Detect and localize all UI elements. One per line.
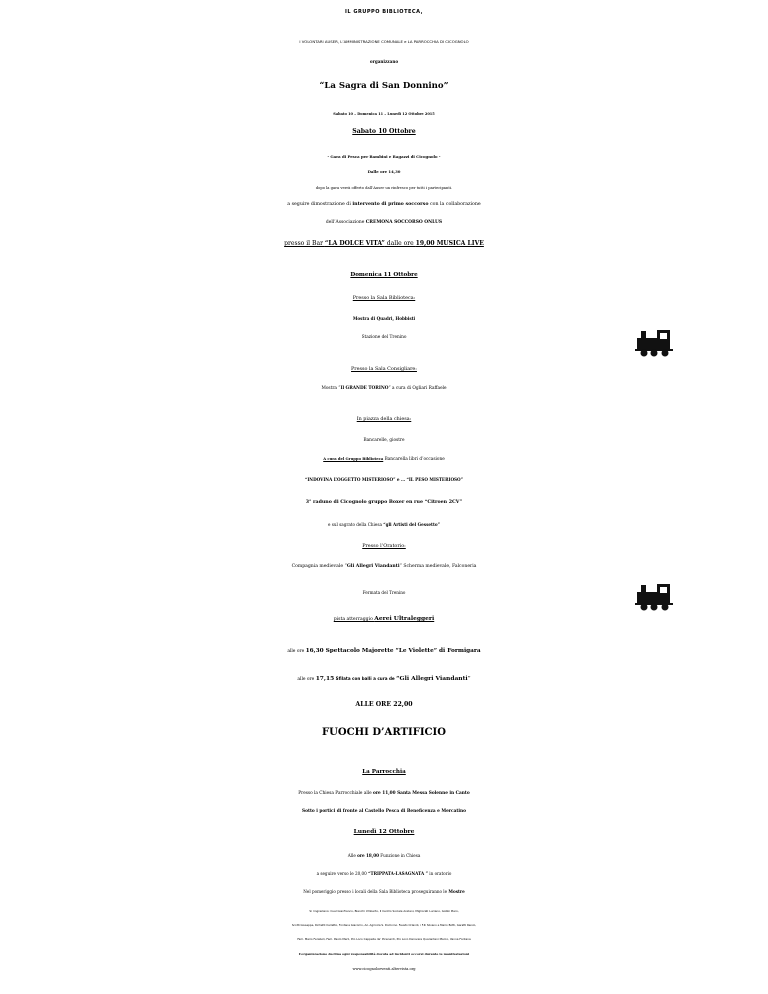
oratory-heading: Presso l’Oratorio:	[362, 543, 406, 549]
fishing-contest: - Gara di Pesca per Bambini e Ragazzi di Cicognolo -	[327, 154, 441, 159]
charity-fishing: Sotto i portici di fronte al Castello Pesca di Beneficenza e Mercatino	[302, 809, 466, 814]
company-bold: Gli Allegri Viandanti	[346, 564, 400, 569]
saturday-heading: Sabato 10 Ottobre	[352, 128, 416, 135]
chalk-bold: “gli Artisti del Gessetto”	[383, 522, 440, 527]
dinner-bold: “TRIPPATA-LASAGNATA ”	[368, 871, 428, 876]
thanks-line-3: Fam. Mario Feraboli, Fam. Paolo Merli, Pro Loco Cappella de’ Picenardi, Pro Loco Derovere Quarantani Marco, Vanna Fontana	[297, 937, 471, 941]
council-pre: Mostra “	[321, 386, 341, 391]
function-pre: Alle	[347, 853, 358, 858]
bar-pre: presso il Bar	[284, 240, 325, 247]
function-bold: ore 18,00	[357, 853, 379, 858]
afternoon-bold: Mostre	[448, 889, 465, 894]
mass-line	[0, 792, 768, 796]
council-heading: Presso la Sala Consigliare:	[351, 366, 417, 372]
dinner-post: in oratorio	[427, 871, 452, 876]
company-post: ” Scherma medievale, Falconeria	[399, 564, 477, 569]
bar-name: “LA DOLCE VITA”	[324, 240, 385, 247]
council-post: ” a cura di Ogliari Raffaele	[388, 386, 447, 391]
council-bold: Il GRANDE TORINO	[340, 386, 389, 391]
mass-pre: Presso la Chiesa Parrocchiale alle	[298, 791, 373, 796]
airstrip-line	[0, 616, 768, 623]
association-name: CREMONA SOCCORSO ONLUS	[365, 220, 443, 225]
majorette-pre: alle ore	[287, 649, 306, 654]
chalk-pre: e sul sagrato della Chiesa	[328, 522, 384, 527]
dinner-line	[0, 872, 768, 876]
church-function	[0, 854, 768, 858]
first-aid-line	[0, 203, 768, 208]
first-aid-bold: intervento di primo soccorso	[352, 202, 429, 207]
train-station: Stazione del Trenino	[361, 335, 407, 340]
majorette-bold: 16,30 Spettacolo Majorette “Le Violette” di Formigara	[305, 648, 481, 654]
chalk-artists	[0, 523, 768, 527]
train-icon	[635, 581, 675, 611]
first-aid-pre: a seguire dimostrazione di	[287, 202, 353, 207]
square-heading: In piazza della chiesa:	[356, 416, 412, 422]
citroen-rally: 3° raduno di Cicognolo gruppo Boxer en rue “Citroen 2CV”	[305, 500, 463, 505]
afternoon-exhibits	[0, 890, 768, 894]
majorette-line	[0, 649, 768, 655]
bar-mid: dalle ore	[384, 240, 416, 247]
parade-bold: “Gli Allegri Viandanti	[396, 675, 468, 682]
first-aid-post: con la collaborazione	[428, 202, 481, 207]
airstrip-bold: Aerei Ultraleggeri	[374, 615, 435, 622]
parade-time: 17,15	[315, 675, 335, 682]
library-exhibit: Mostra di Quadri, Hobbisti	[352, 316, 416, 321]
association-pre: dell’Associazione	[325, 220, 366, 225]
council-exhibit	[0, 387, 768, 391]
disclaimer: L’organizzazione declina ogni responsabilità dovuta ad incidenti occorsi durante le manifestazioni	[298, 952, 470, 956]
dinner-pre: a seguire verso le 20,00	[316, 871, 369, 876]
books-organizer: A cura del Gruppo Biblioteca	[323, 457, 384, 461]
fireworks-title: FUOCHI D’ARTIFICIO	[322, 727, 446, 738]
bar-time: 19,00 MUSICA LIVE	[415, 240, 484, 247]
festival-dates: Sabato 10 – Domenica 11 – Lunedì 12 Ottobre 2015	[333, 112, 435, 116]
parade-post: ”	[467, 676, 471, 682]
company-pre: Compagnia medievale “	[291, 564, 347, 569]
airstrip-pre: pista atterraggio	[333, 617, 375, 622]
volunteers-line: I VOLONTARI AUSER, L’AMMINISTRAZIONE COMUNALE e LA PARROCCHIA DI CICOGNOLO	[299, 39, 469, 44]
medieval-company	[0, 565, 768, 570]
parade-line	[0, 676, 768, 683]
library-heading: Presso la Sala Biblioteca:	[352, 295, 416, 301]
stalls-line: Bancarelle, giostre	[363, 438, 405, 443]
afternoon-pre: Nel pomeriggio presso i locali della Sala Biblioteca proseguiranno le	[303, 889, 449, 894]
function-post: Funzione in Chiesa	[378, 853, 421, 858]
fishing-time: Dalle ore 14,30	[367, 169, 401, 174]
parade-mid: Sfilata con balli a cura de	[334, 676, 397, 681]
refreshment-line: dopo la gara verrà offerto dall’Auser un rinfresco per tutti i partecipanti.	[315, 186, 453, 190]
association-line	[0, 221, 768, 225]
parade-pre: alle ore	[297, 677, 316, 682]
monday-heading: Lunedì 12 Ottobre	[353, 828, 415, 835]
fireworks-time: ALLE ORE 22,00	[355, 701, 413, 708]
sunday-heading: Domenica 11 Ottobre	[350, 272, 418, 278]
thanks-line-2: Scotti Giuseppe, Richetti Carletto, Fontana Giacomo, Az. Agricola S. Domnino. Fausto Orlandi, i F.lli Silvano e Mario Botti, Garatti Renzo,	[291, 923, 477, 927]
live-music-line	[0, 241, 768, 247]
train-icon	[635, 327, 675, 357]
parish-heading: La Parrocchia	[362, 769, 406, 775]
train-stop: Fermata del Trenino	[362, 590, 406, 595]
mystery-games: “INDOVINA L’OGGETTO MISTERIOSO” e … “IL PESO MISTERIOSO”	[305, 477, 463, 482]
books-line	[0, 458, 768, 462]
website: www.cicognoloeventi.altervista.org	[352, 967, 416, 971]
thanks-line-1: Si ringraziano: Cuel Gianfranco, Bianchi Umberto, Il Centro Sociale Anziani, Migliorati Luciano, Gobbi Piero,	[309, 909, 459, 913]
mass-bold: ore 11,00 Santa Messa Solenne in Canto	[372, 791, 470, 796]
books-stall: Bancarella libri d’occasione	[383, 457, 445, 462]
group-title: IL GRUPPO BIBLIOTECA,	[345, 9, 423, 15]
festival-title: “La Sagra di San Donnino”	[319, 81, 449, 91]
organize-line: organizzano	[369, 59, 399, 64]
